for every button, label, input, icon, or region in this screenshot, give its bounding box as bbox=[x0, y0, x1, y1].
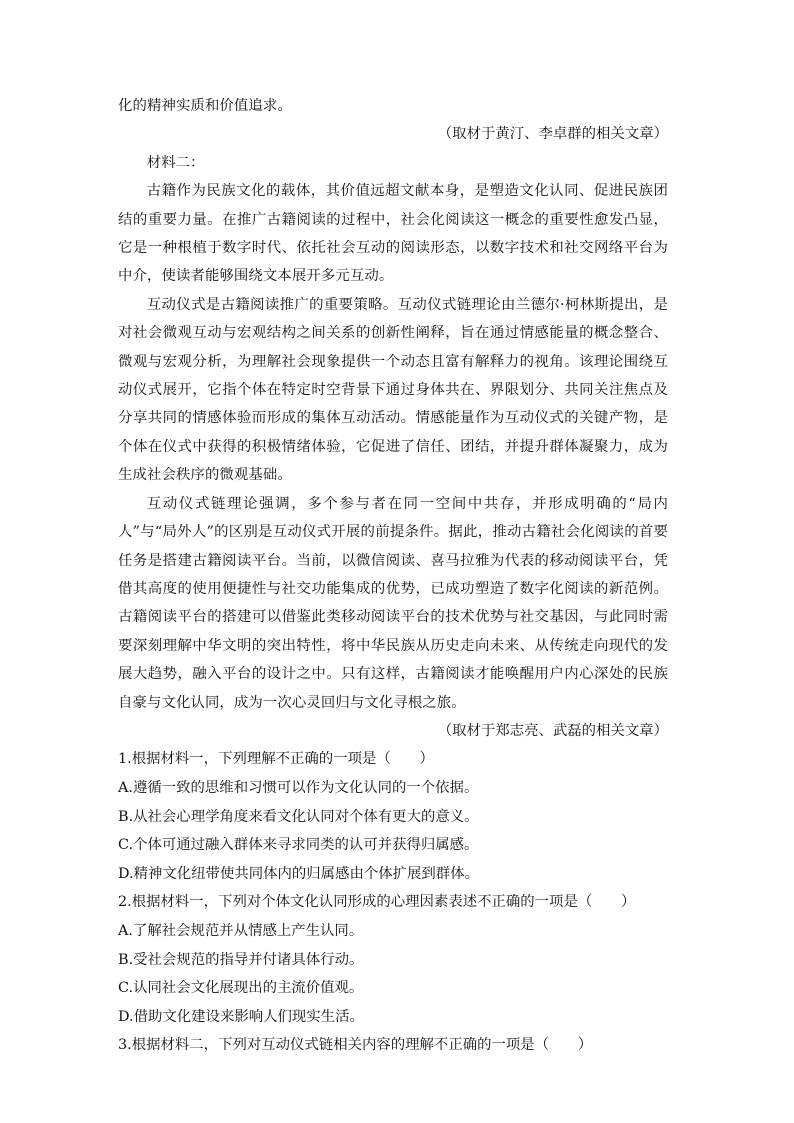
option-a: A.了解社会规范并从情感上产生认同。 bbox=[118, 922, 364, 939]
question-stem: 1.根据材料一，下列理解不正确的一项是（ ） bbox=[118, 751, 434, 768]
material2-paragraph-3: 互动仪式链理论强调，多个参与者在同一空间中共存，并形成明确的“局内人”与“局外人”的区别是互动仪式开展的前提条件。据此，推动古籍社会化阅读的首要任务是搭建古籍阅读平台。当前，以微信阅读、喜马拉雅为代表的移动阅读平台，凭借其高度的使用便捷性与社交功能集成的优势，已成功塑造了数字化阅读的新范例。古籍阅读平台的搭建可以借鉴此类移动阅读平台的技术优势与社交基因，与此同时需要深刻理解中华文明的突出特性，将中华民族从历史走向未来、从传统走向现代的发展大趋势，融入平台的设计之中。只有这样，古籍阅读才能唤醒用户内心深处的民族自豪与文化认同，成为一次心灵回归与文化寻根之旅。 bbox=[118, 495, 668, 711]
material2-paragraph-1: 古籍作为民族文化的载体，其价值远超文献本身，是塑造文化认同、促进民族团结的重要力量。在推广古籍阅读的过程中，社会化阅读这一概念的重要性愈发凸显，它是一种根植于数字时代、依托社会互动的阅读形态，以数字技术和社交网络平台为中介，使读者能够围绕文本展开多元互动。 bbox=[118, 183, 668, 285]
question-stem: 2.根据材料一，下列对个体文化认同形成的心理因素表述不正确的一项是（ ） bbox=[118, 894, 636, 911]
material2-heading: 材料二： bbox=[146, 154, 205, 171]
option-b: B.从社会心理学角度来看文化认同对个体有更大的意义。 bbox=[118, 808, 479, 825]
option-d: D.借助文化建设来影响人们现实生活。 bbox=[118, 1008, 364, 1025]
document-body bbox=[118, 92, 668, 1060]
material1-tail-text: 化的精神实质和价值追求。 bbox=[118, 98, 292, 114]
question-2 bbox=[118, 888, 668, 1031]
question-3 bbox=[118, 1031, 668, 1060]
question-stem: 3.根据材料二，下列对互动仪式链相关内容的理解不正确的一项是（ ） bbox=[118, 1037, 593, 1054]
option-a: A.遵循一致的思维和习惯可以作为文化认同的一个依据。 bbox=[118, 779, 479, 796]
material2-source: （取材于郑志亮、武磊的相关文章） bbox=[437, 722, 668, 739]
material1-source: （取材于黄汀、李卓群的相关文章） bbox=[437, 126, 668, 143]
option-c: C.个体可通过融入群体来寻求同类的认可并获得归属感。 bbox=[118, 837, 479, 854]
option-b: B.受社会规范的指导并付诸具体行动。 bbox=[118, 951, 364, 968]
option-c: C.认同社会文化展现出的主流价值观。 bbox=[118, 980, 364, 997]
question-1 bbox=[118, 745, 668, 888]
option-d: D.精神文化纽带使共同体内的归属感由个体扩展到群体。 bbox=[118, 865, 479, 882]
material2-paragraph-2: 互动仪式是古籍阅读推广的重要策略。互动仪式链理论由兰德尔·柯林斯提出，是对社会微观互动与宏观结构之间关系的创新性阐释，旨在通过情感能量的概念整合、微观与宏观分析，为理解社会现象提供一个动态且富有解释力的视角。该理论围绕互动仪式展开，它指个体在特定时空背景下通过身体共在、界限划分、共同关注焦点及分享共同的情感体验而形成的集体互动活动。情感能量作为互动仪式的关键产物，是个体在仪式中获得的积极情绪体验，它促进了信任、团结，并提升群体凝聚力，成为生成社会秩序的微观基础。 bbox=[118, 296, 668, 484]
